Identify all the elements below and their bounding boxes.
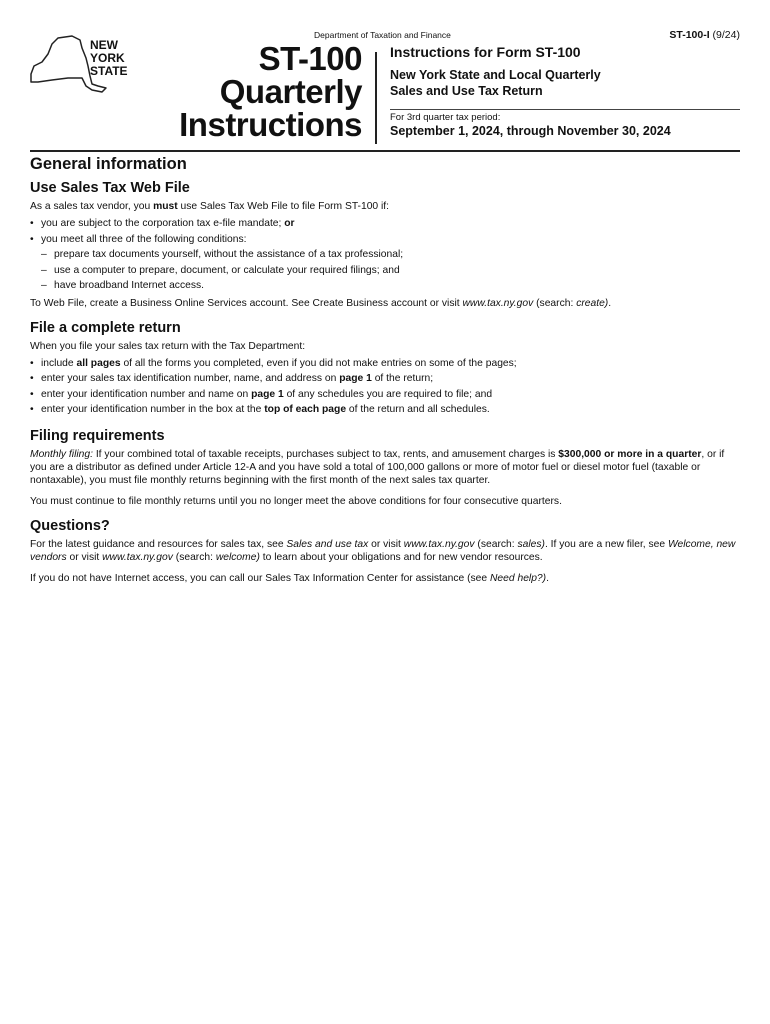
website-link[interactable]: www.tax.ny.gov bbox=[462, 297, 534, 309]
resource-link[interactable]: Need help?) bbox=[489, 572, 547, 584]
filing-requirements-section bbox=[30, 428, 742, 508]
form-id bbox=[669, 29, 740, 41]
web-file-conditions bbox=[30, 216, 742, 294]
logo-word-1: NEW bbox=[90, 38, 118, 52]
website-link[interactable]: www.tax.ny.gov bbox=[102, 551, 173, 563]
filing-requirements-heading: Filing requirements bbox=[30, 427, 165, 444]
emphasis: page 1 bbox=[251, 388, 284, 400]
text: enter your sales tax identification number, name, and address on bbox=[41, 373, 340, 384]
list-item bbox=[30, 216, 742, 232]
questions-paragraph bbox=[30, 538, 742, 564]
form-subtitle-line-2: Sales and Use Tax Return bbox=[390, 84, 543, 98]
emphasis: top of each page bbox=[264, 404, 347, 415]
list-item bbox=[30, 356, 742, 372]
instructions-title: Instructions for Form ST-100 bbox=[390, 44, 581, 60]
logo-word-3: STATE bbox=[90, 64, 128, 78]
text: or visit bbox=[368, 538, 404, 550]
text: of the return and all schedules. bbox=[346, 404, 490, 415]
emphasis: all pages bbox=[76, 357, 121, 369]
complete-return-section bbox=[30, 320, 742, 418]
continue-filing-paragraph: You must continue to file monthly returns until you no longer meet the above conditions for four consecutive quarters. bbox=[30, 495, 562, 507]
text: to learn about your obligations and for new vendor resources. bbox=[259, 551, 543, 563]
text: For the latest guidance and resources for sales tax, see bbox=[30, 538, 287, 550]
monthly-filing-paragraph bbox=[30, 448, 742, 487]
general-information-heading: General information bbox=[30, 155, 187, 173]
big-title-line-1: ST-100 bbox=[258, 40, 362, 77]
text: enter your identification number in the box at the bbox=[41, 404, 265, 415]
sub-list-item: – prepare tax documents yourself, without the assistance of a tax professional; bbox=[30, 247, 742, 263]
header-divider bbox=[30, 150, 740, 152]
period-divider bbox=[390, 109, 740, 110]
department-name: Department of Taxation and Finance bbox=[314, 30, 451, 40]
form-revision: (9/24) bbox=[709, 29, 740, 41]
text: (search: bbox=[172, 551, 216, 563]
no-internet-paragraph bbox=[30, 572, 742, 585]
text: you are subject to the corporation tax e-file mandate; bbox=[41, 218, 285, 229]
text: (search: bbox=[474, 538, 518, 550]
text: If your combined total of taxable receipts, purchases subject to tax, rents, and amusement charges is bbox=[92, 448, 559, 460]
form-subtitle-line-1: New York State and Local Quarterly bbox=[390, 68, 601, 82]
text: . bbox=[608, 297, 612, 309]
complete-return-heading: File a complete return bbox=[30, 319, 181, 336]
sub-list-item: – have broadband Internet access. bbox=[30, 278, 742, 294]
text: include bbox=[41, 357, 77, 369]
form-subtitle bbox=[390, 67, 601, 99]
emphasis: or bbox=[284, 218, 295, 229]
text: If you do not have Internet access, you can call our Sales Tax Information Center for assistance (see bbox=[30, 572, 490, 584]
text: of the return; bbox=[371, 373, 434, 384]
emphasis: page 1 bbox=[339, 373, 372, 384]
web-file-heading: Use Sales Tax Web File bbox=[30, 180, 190, 196]
title-divider bbox=[375, 52, 377, 144]
text: . bbox=[546, 572, 549, 584]
text: or visit bbox=[66, 551, 103, 563]
text: As a sales tax vendor, you bbox=[30, 201, 154, 212]
big-title bbox=[179, 42, 362, 141]
web-file-outro bbox=[30, 297, 742, 310]
search-term: welcome) bbox=[215, 551, 260, 563]
questions-section bbox=[30, 518, 742, 585]
website-link[interactable]: www.tax.ny.gov bbox=[403, 538, 475, 550]
text: use Sales Tax Web File to file Form ST-100 if: bbox=[177, 201, 390, 212]
sub-list-item: – use a computer to prepare, document, or calculate your required filings; and bbox=[30, 263, 742, 279]
complete-return-list bbox=[30, 356, 742, 418]
text: enter your identification number and name on bbox=[41, 388, 252, 400]
emphasis: must bbox=[153, 201, 178, 212]
resource-link[interactable]: Welcome, new vendors bbox=[30, 538, 736, 563]
new-york-state-logo bbox=[28, 34, 138, 94]
text: of all the forms you completed, even if you did not make entries on some of the pages; bbox=[120, 357, 517, 369]
form-id-number: ST-100-I bbox=[669, 29, 710, 41]
text: of any schedules you are required to file; and bbox=[283, 388, 493, 400]
search-term: sales) bbox=[517, 538, 545, 550]
resource-link[interactable]: Sales and use tax bbox=[286, 538, 369, 550]
text: (search: bbox=[533, 297, 577, 309]
tax-period: September 1, 2024, through November 30, 2024 bbox=[390, 124, 671, 138]
list-item: • you meet all three of the following conditions: bbox=[30, 232, 742, 248]
complete-return-intro: When you file your sales tax return with the Tax Department: bbox=[30, 340, 306, 352]
period-label: For 3rd quarter tax period: bbox=[390, 112, 501, 123]
logo-word-2: YORK bbox=[90, 51, 125, 65]
web-file-section bbox=[30, 180, 742, 310]
text: . If you are a new filer, see bbox=[544, 538, 668, 550]
text: To Web File, create a Business Online Services account. See Create Business account or visit bbox=[30, 297, 463, 309]
list-item bbox=[30, 402, 742, 418]
term: Monthly filing: bbox=[30, 448, 93, 460]
search-term: create) bbox=[576, 297, 609, 309]
emphasis: $300,000 or more in a quarter bbox=[558, 448, 702, 460]
list-item bbox=[30, 371, 742, 387]
list-item bbox=[30, 387, 742, 403]
questions-heading: Questions? bbox=[30, 517, 110, 534]
text: , or if you are a distributor as defined under Article 12-A and you have sold a total of 100,000 gallons or more of motor fuel or diesel motor fuel (taxable or nontaxable), you must file monthly returns beginning with the first month of the next sales tax quarter. bbox=[30, 448, 725, 486]
big-title-line-2: Quarterly bbox=[219, 73, 362, 110]
content bbox=[30, 155, 742, 595]
big-title-line-3: Instructions bbox=[179, 106, 362, 143]
web-file-intro bbox=[30, 200, 742, 213]
